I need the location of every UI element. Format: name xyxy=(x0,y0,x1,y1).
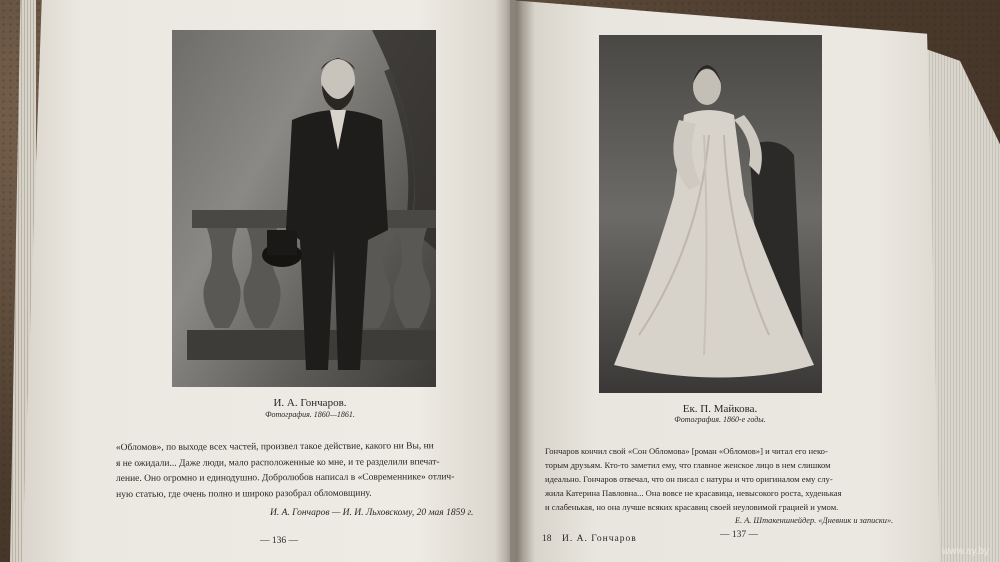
portrait-photo-goncharov xyxy=(172,30,436,387)
text-line: ление. Оно огромно и единодушно. Добролюбов написал в «Современнике» отлич- xyxy=(116,472,455,485)
text-line: ную статью, где очень полно и широко разобрал обломовщину. xyxy=(116,488,372,500)
left-caption-name: И. А. Гончаров. xyxy=(273,397,347,409)
text-line: торым друзьям. Кто-то заметил ему, что главное женское лицо в нем слишком xyxy=(545,460,831,470)
running-head-name: И. А. Гончаров xyxy=(562,534,637,544)
left-page-number: — 136 — xyxy=(260,536,298,546)
portrait-photo-maykova xyxy=(599,35,822,393)
left-caption-subtitle: Фотография. 1860—1861. xyxy=(265,410,355,419)
text-line: Гончаров кончил свой «Сон Обломова» [роман «Обломов»] и читал его неко- xyxy=(545,446,828,456)
left-signature: И. А. Гончаров — И. И. Льховскому, 20 мая 1859 г. xyxy=(270,508,474,518)
right-page-number: — 137 — xyxy=(720,530,758,540)
watermark: www.ay.by xyxy=(942,546,990,557)
running-head-number: 18 xyxy=(542,534,552,544)
text-line: жила Катерина Павловна... Она вовсе не красавица, невысокого роста, худенькая xyxy=(545,488,842,498)
text-line: и слабенькая, но она лучше всяких красавиц своей неуловимой грацией и умом. xyxy=(545,502,839,512)
right-signature: Е. А. Штакеншнейдер. «Дневник и записки». xyxy=(735,516,894,525)
text-line: «Обломов», по выходе всех частей, произвел такое действие, какого ни Вы, ни xyxy=(115,441,434,454)
right-paragraph xyxy=(545,444,900,514)
text-line: я не ожидали... Даже люди, мало расположенные ко мне, и те разделили впечат- xyxy=(115,456,440,469)
right-caption-name: Ек. П. Майкова. xyxy=(682,403,758,415)
left-paragraph xyxy=(116,439,506,503)
text-line: идеально. Гончаров отвечал, что он писал с натуры и что оригиналом ему слу- xyxy=(545,474,833,484)
right-caption-subtitle: Фотография. 1860-е годы. xyxy=(674,415,766,424)
